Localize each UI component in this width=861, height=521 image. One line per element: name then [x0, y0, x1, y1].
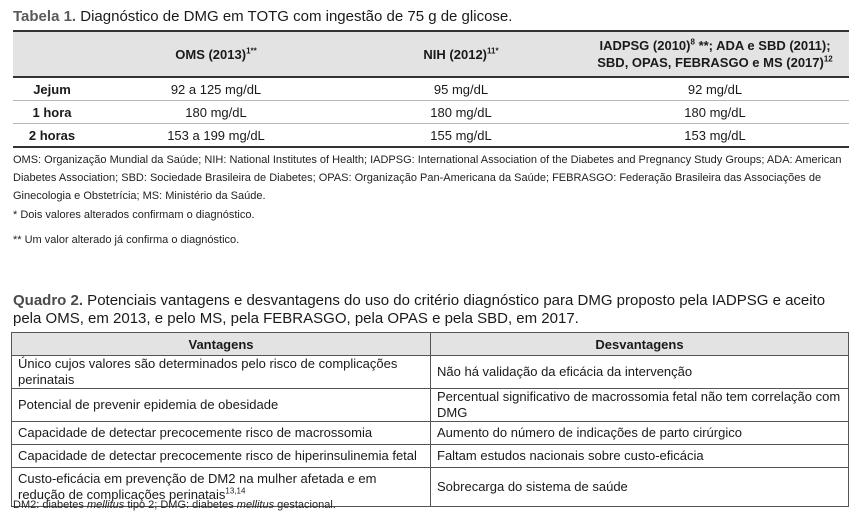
table-row [12, 356, 849, 389]
cell-iadpsg: 92 mg/dL [581, 77, 849, 101]
cell-oms: 180 mg/dL [91, 101, 341, 124]
cell-nih: 95 mg/dL [341, 77, 581, 101]
table1 [13, 30, 849, 148]
table1-header-empty [13, 31, 91, 77]
table2-caption-label: Quadro 2. [13, 292, 84, 309]
row-label-jejum: Jejum [13, 77, 91, 101]
table2-header-row [12, 333, 849, 356]
table-row [13, 77, 849, 101]
table1-abbreviations-note [13, 151, 849, 205]
cell-desvantagem: Faltam estudos nacionais sobre custo-eficácia [431, 445, 849, 468]
table1-caption-label: Tabela 1. [13, 8, 77, 25]
cell-vantagem: Capacidade de detectar precocemente risco de macrossomia [12, 422, 431, 445]
cell-nih: 180 mg/dL [341, 101, 581, 124]
table2-caption [13, 292, 843, 328]
table2 [11, 332, 849, 507]
cell-vantagem: Potencial de prevenir epidemia de obesidade [12, 389, 431, 422]
row-label-2-horas: 2 horas [13, 124, 91, 148]
cell-iadpsg: 180 mg/dL [581, 101, 849, 124]
table1-header-nih: NIH $(2012)^{11*}$ [341, 31, 581, 77]
single-star-note: * Dois valores alterados confirmam o diagnóstico. [13, 209, 255, 221]
cell-vantagem: Único cujos valores são determinados pelo risco de complicações perinatais [12, 356, 431, 389]
table-row [12, 389, 849, 422]
cell-nih: 155 mg/dL [341, 124, 581, 148]
table1-header-oms: OMS $(2013)^{1**}$ [91, 31, 341, 77]
cell-desvantagem: Percentual significativo de macrossomia fetal não tem correlação com DMG [431, 389, 849, 422]
table1-caption-text: Diagnóstico de DMG em TOTG com ingestão de 75 g de glicose. [76, 8, 513, 25]
abbreviations-text: OMS: Organização Mundial da Saúde; NIH: National Institutes of Health; IADPSG: International Association of the Diabetes and Pregnancy Study Groups; ADA: American Diabetes Association; SBD: Sociedade Brasileira de Diabetes; OPAS: Organização Pan-Americana da Saúde; FEBRASGO: Federação Brasileira das Associações de Ginecologia e Obstetrícia; MS: Ministério da Saúde. [13, 154, 842, 202]
table2-caption-text: Potenciais vantagens e desvantagens do uso do critério diagnóstico para DMG proposto pela IADPSG e aceito pela OMS, em 2013, e pelo MS, pela FEBRASGO, pela OPAS e pela SBD, em 2017. [13, 292, 826, 327]
table-row [13, 124, 849, 148]
cell-desvantagem: Aumento do número de indicações de parto cirúrgico [431, 422, 849, 445]
table2-footnote: DM2: diabetes mellitus tipo 2; DMG: diabetes mellitus gestacional. [13, 499, 336, 511]
cell-desvantagem: Sobrecarga do sistema de saúde [431, 468, 849, 507]
cell-desvantagem: Não há validação da eficácia da intervenção [431, 356, 849, 389]
table1-header-iadpsg: IADPSG $(2010)^8$ **; ADA e SBD (2011); SBD, OPAS, FEBRASGO e MS $(2017)^{12}$ [581, 31, 849, 77]
cell-oms: 92 a 125 mg/dL [91, 77, 341, 101]
cell-vantagem: Capacidade de detectar precocemente risco de hiperinsulinemia fetal [12, 445, 431, 468]
double-star-note: ** Um valor alterado já confirma o diagnóstico. [13, 234, 240, 246]
header-desvantagens: Desvantagens [431, 333, 849, 356]
row-label-1-hora: 1 hora [13, 101, 91, 124]
table1-caption [13, 8, 512, 26]
cell-oms: 153 a 199 mg/dL [91, 124, 341, 148]
cell-iadpsg: 153 mg/dL [581, 124, 849, 148]
table1-header-row [13, 31, 849, 77]
table-row [12, 445, 849, 468]
table-row [13, 101, 849, 124]
cell-vantagem: Custo-eficácia em prevenção de DM2 na mulher afetada e em redução de complicações perinatais$^{13,14}$ [12, 468, 431, 507]
table-row [12, 422, 849, 445]
header-vantagens: Vantagens [12, 333, 431, 356]
